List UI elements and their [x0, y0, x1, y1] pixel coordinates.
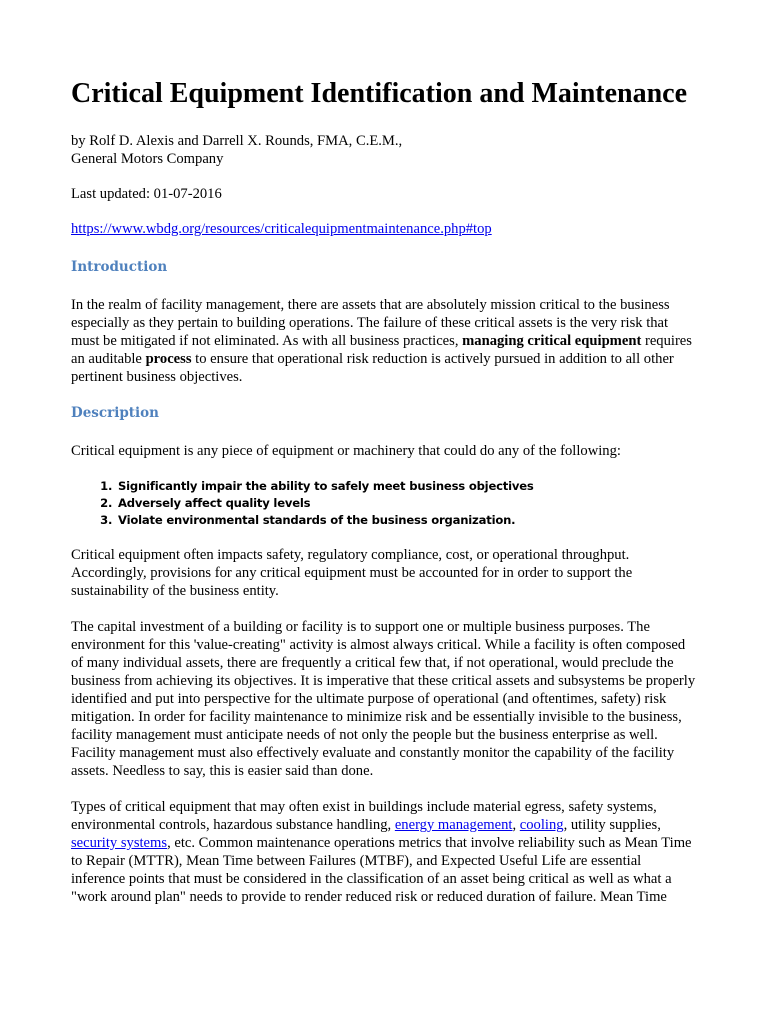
source-url-line — [71, 220, 697, 238]
last-updated: Last updated: 01-07-2016 — [71, 186, 222, 202]
source-url-link[interactable]: https://www.wbdg.org/resources/criticalequipmentmaintenance.php#top — [71, 221, 492, 237]
document-page — [71, 76, 697, 924]
security-systems-link[interactable]: security systems — [71, 835, 168, 851]
page-title: Critical Equipment Identification and Maintenance — [71, 78, 688, 109]
intro-bold-managing: managing critical equipment — [462, 333, 642, 349]
intro-text-a: In the realm of facility management, there are assets that are absolutely mission critical to the business especially as they pertain to building operations. The failure of these critical assets is the very risk that must be mitigated if not eliminated. As with all business practices, — [71, 297, 670, 349]
para3-text-c: , etc. Common maintenance operations metrics that involve reliability such as Mean Time to Repair (MTTR), Mean Time between Failures (MTBF), and Expected Useful Life are essential inference points that must be considered in the classification of an asset being critical as well as what a "work around plan" needs to provide to render reduced risk or reduced duration of failure. Mean Time — [71, 835, 692, 905]
description-heading: Description — [71, 405, 159, 421]
para3-separator: , — [512, 817, 520, 833]
list-item: 1. Significantly impair the ability to safely meet business objectives — [116, 478, 697, 495]
para3-text-b: , utility supplies, — [563, 817, 661, 833]
list-item: 3. Violate environmental standards of the business organization. — [116, 512, 697, 529]
cooling-link[interactable]: cooling — [519, 817, 564, 833]
list-item: 2. Adversely affect quality levels — [116, 495, 697, 512]
author-byline — [71, 132, 697, 168]
intro-text-b: requires an auditable — [71, 333, 692, 367]
energy-management-link[interactable]: energy management — [394, 817, 513, 833]
para3-text-a: Types of critical equipment that may often exist in buildings include material egress, safety systems, environmental controls, hazardous substance handling, — [71, 799, 657, 833]
criteria-list — [71, 478, 697, 529]
description-paragraph-2: The capital investment of a building or facility is to support one or multiple business purposes. The environment for this 'value-creating" activity is almost always critical. While a facility is often composed of many individual assets, there are frequently a critical few that, if not operational, would preclude the business from achieving its objectives. It is imperative that these critical assets and subsystems be properly identified and put into perspective for the ultimate purpose of operational (and oftentimes, safety) risk mitigation. In order for facility maintenance to minimize risk and be essentially invisible to the business, facility management must anticipate needs of not only the people but the business enterprise as well. Facility management must also effectively evaluate and constantly monitor the capability of the facility assets. Needless to say, this is easier said than done. — [71, 619, 696, 779]
introduction-heading: Introduction — [71, 259, 168, 275]
intro-bold-process: process — [145, 351, 192, 367]
author-names: by Rolf D. Alexis and Darrell X. Rounds, FMA, C.E.M., — [71, 133, 403, 149]
description-paragraph-1: Critical equipment often impacts safety, regulatory compliance, cost, or operational throughput. Accordingly, provisions for any critical equipment must be accounted for in order to support the sustainability of the business entity. — [71, 547, 633, 599]
intro-text-c: to ensure that operational risk reduction is actively pursued in addition to all other pertinent business objectives. — [71, 351, 674, 385]
description-lead: Critical equipment is any piece of equipment or machinery that could do any of the following: — [71, 443, 621, 459]
description-paragraph-3 — [71, 798, 697, 906]
author-organization: General Motors Company — [71, 151, 224, 167]
introduction-paragraph — [71, 296, 697, 386]
